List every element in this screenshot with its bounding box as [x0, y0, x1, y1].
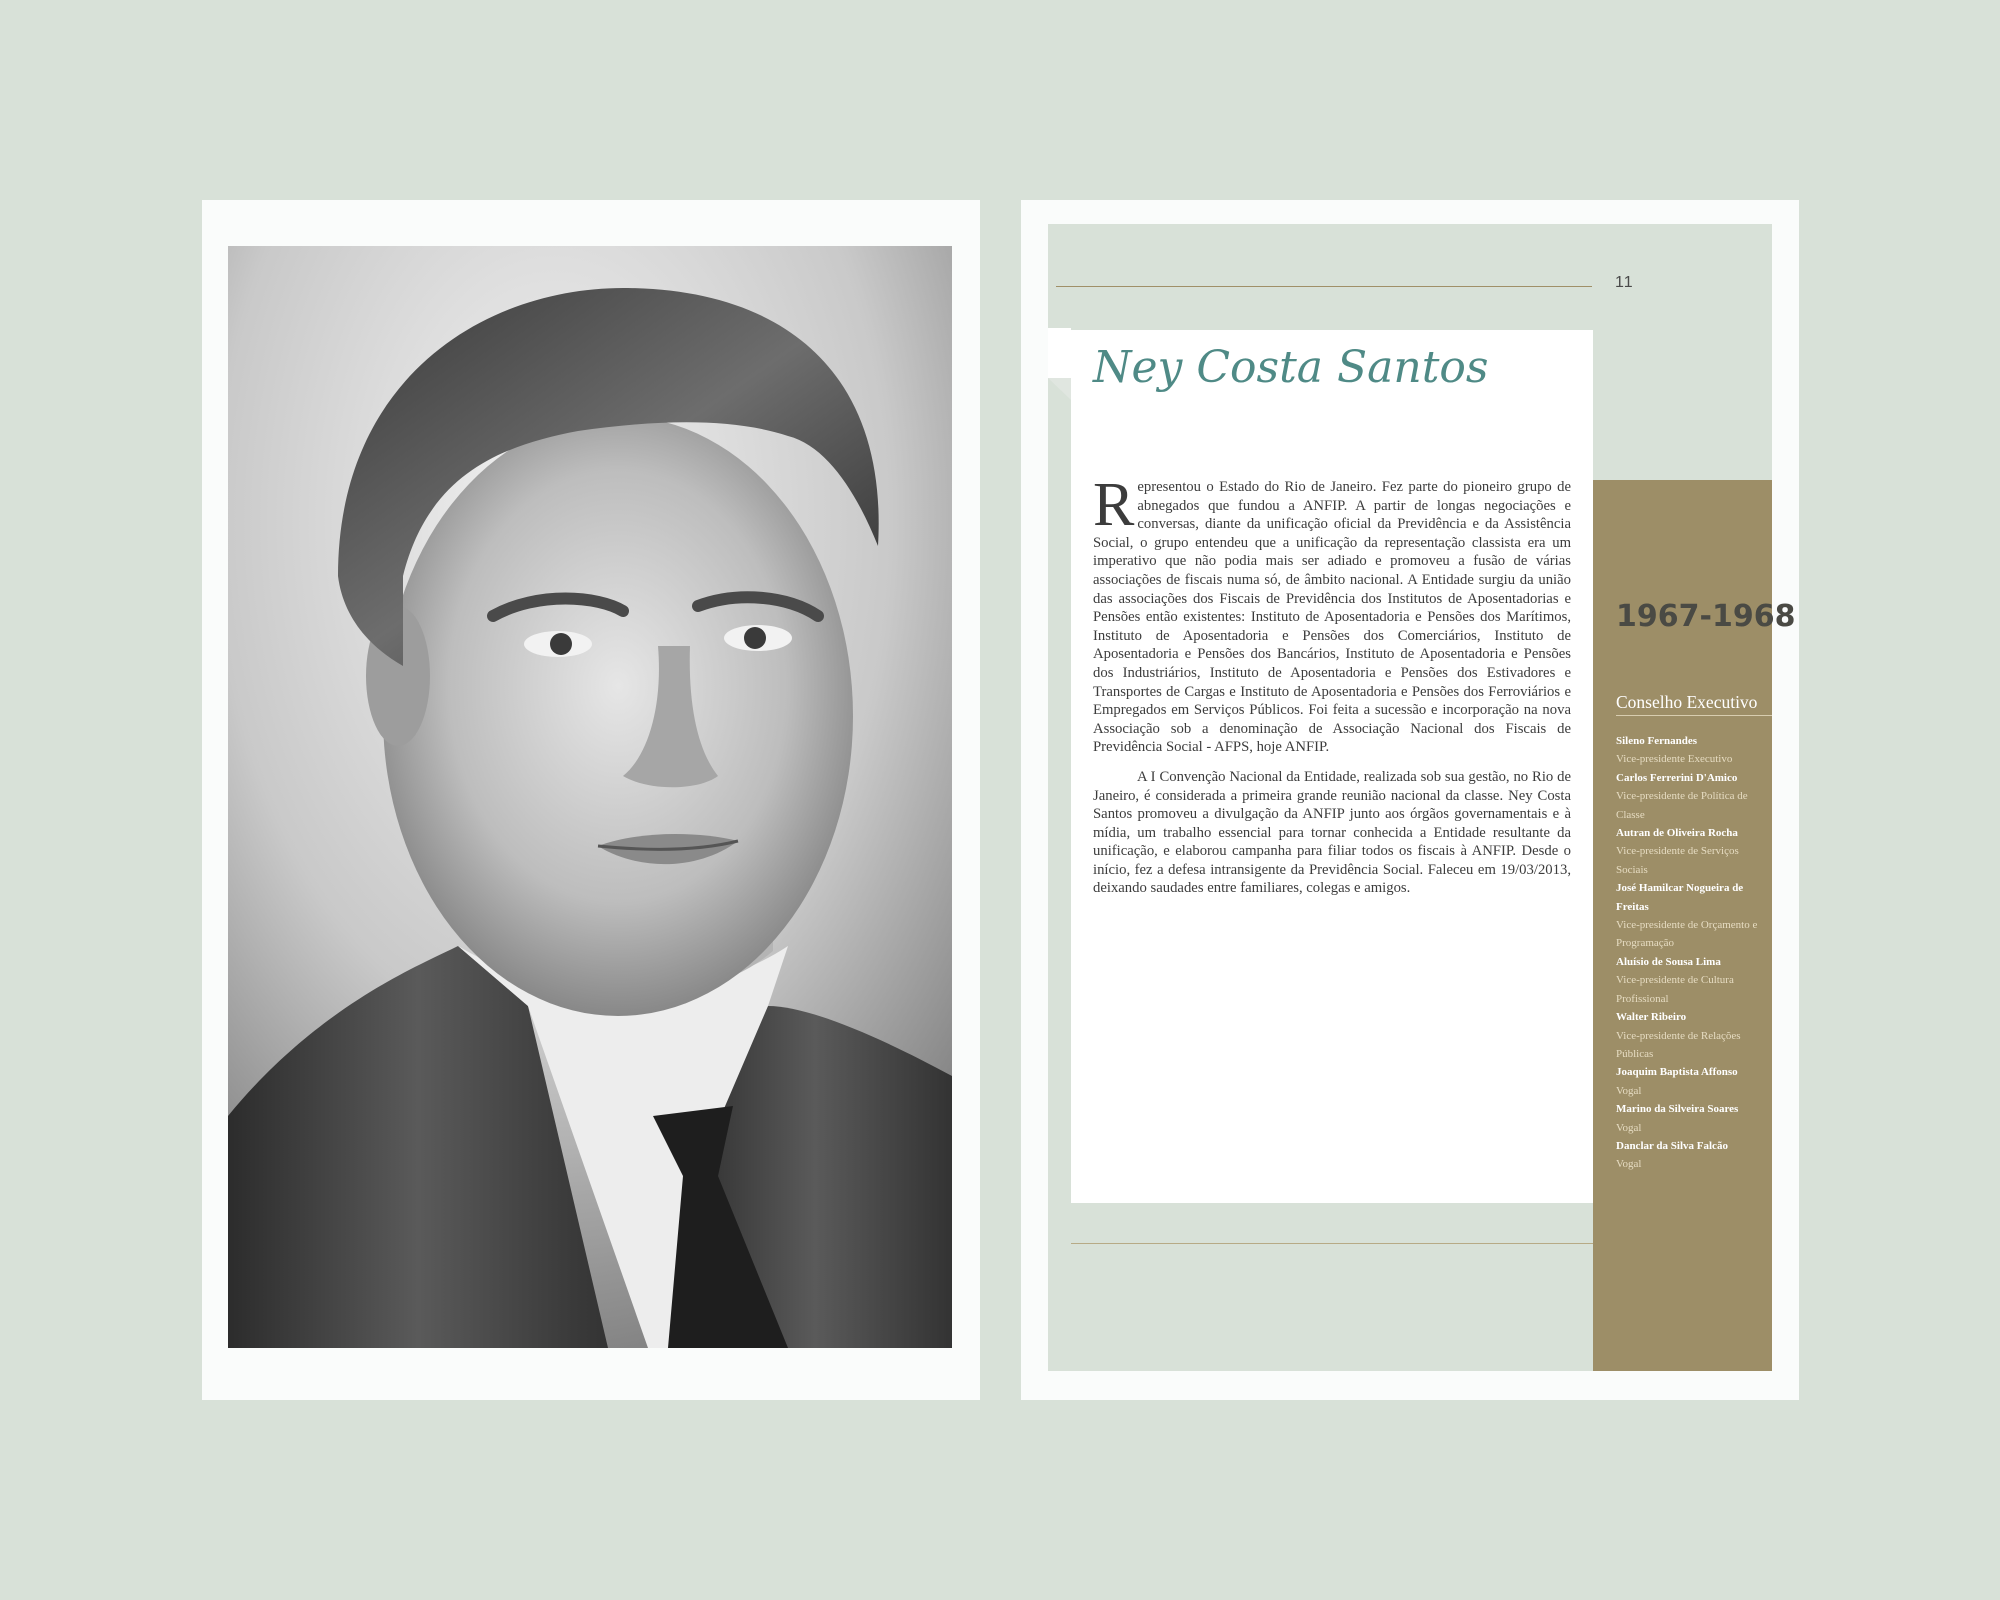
page-number: 11: [1615, 274, 1634, 291]
member-role: Vice-presidente de Cultura Profissional: [1616, 974, 1734, 1005]
period-label: 1967-1968: [1616, 599, 1796, 634]
left-page: [202, 200, 980, 1400]
member-name: Joaquim Baptista Affonso: [1616, 1066, 1738, 1079]
member-role: Vice-presidente Executivo: [1616, 753, 1733, 766]
council-member: [1616, 1100, 1772, 1137]
council-member: [1616, 953, 1772, 1008]
biography-paragraph-1-text: epresentou o Estado do Rio de Janeiro. Fez parte do pioneiro grupo de abnegados que fundou a ANFIP. A partir de longas negociações e conversas, diante da unificação oficial da Previdência e da Assistência Social, o grupo entendeu que a unificação da representação classista era um imperativo que não podia mais ser adiado e promoveu a fusão de várias associações de fiscais numa só, de âmbito nacional. A Entidade surgiu da união das associações dos Fiscais de Previdência dos Institutos de Aposentadorias e Pensões então existentes: Instituto de Aposentadoria e Pensões dos Marítimos, Instituto de Aposentadoria e Pensões dos Comerciários, Instituto de Aposentadoria e Pensões dos Bancários, Instituto de Aposentadoria e Pensões dos Industriários, Instituto de Aposentadoria e Pensões dos Estivadores e Transportes de Cargas e Instituto de Aposentadoria e Pensões dos Ferroviários e Empregados em Serviços Públicos. Foi feita a sucessão e incorporação na nova Associação sob a denominação de Associação Nacional dos Fiscais de Previdência Social - AFPS, hoje ANFIP.: [1093, 479, 1571, 756]
biography-text: [1093, 471, 1571, 898]
council-member: [1616, 732, 1772, 769]
bottom-divider: [1071, 1243, 1593, 1244]
portrait-illustration: [228, 246, 952, 1348]
member-role: Vogal: [1616, 1158, 1642, 1171]
council-member: [1616, 1063, 1772, 1100]
member-name: Aluísio de Sousa Lima: [1616, 955, 1721, 968]
card-tab: [1048, 328, 1071, 378]
member-role: Vice-presidente de Serviços Sociais: [1616, 845, 1739, 876]
member-name: Sileno Fernandes: [1616, 735, 1697, 747]
council-member: [1616, 769, 1772, 824]
biography-paragraph-1: [1093, 471, 1571, 757]
top-divider: [1056, 286, 1592, 287]
card-fold-top: [1048, 378, 1071, 400]
sidebar: [1593, 480, 1796, 1371]
council-member: [1616, 1137, 1772, 1174]
council-member: [1616, 879, 1772, 953]
biography-paragraph-2: A I Convenção Nacional da Entidade, realizada sob sua gestão, no Rio de Janeiro, é considerada a primeira grande reunião nacional da classe. Ney Costa Santos promoveu a divulgação da ANFIP junto aos órgãos governamentais e à mídia, um trabalho essencial para tornar conhecida a Entidade resultante da unificação, e elaborou campanha para filiar todos os fiscais à ANFIP. Desde o início, fez a defesa intransigente da Previdência Social. Faleceu em 19/03/2013, deixando saudades entre familiares, colegas e amigos.: [1093, 768, 1571, 897]
member-role: Vice-presidente de Política de Classe: [1616, 790, 1748, 821]
member-role: Vice-presidente de Relações Públicas: [1616, 1029, 1741, 1060]
member-name: José Hamilcar Nogueira de Freitas: [1616, 882, 1744, 913]
member-name: Autran de Oliveira Rocha: [1616, 827, 1738, 840]
member-name: Walter Ribeiro: [1616, 1011, 1687, 1024]
member-name: Danclar da Silva Falcão: [1616, 1139, 1728, 1152]
right-page: [1021, 200, 1799, 1400]
member-role: Vice-presidente de Orçamento e Programação: [1616, 919, 1758, 950]
member-name: Marino da Silveira Soares: [1616, 1103, 1739, 1116]
member-role: Vogal: [1616, 1121, 1642, 1134]
page-title: Ney Costa Santos: [1093, 342, 1489, 393]
council-member: [1616, 1008, 1772, 1063]
member-name: Carlos Ferrerini D'Amico: [1616, 771, 1738, 784]
council-member: [1616, 824, 1772, 879]
council-heading: Conselho Executivo: [1616, 692, 1772, 716]
council-member-list: [1616, 732, 1772, 1174]
member-role: Vogal: [1616, 1084, 1642, 1097]
drop-cap: R: [1093, 471, 1135, 539]
